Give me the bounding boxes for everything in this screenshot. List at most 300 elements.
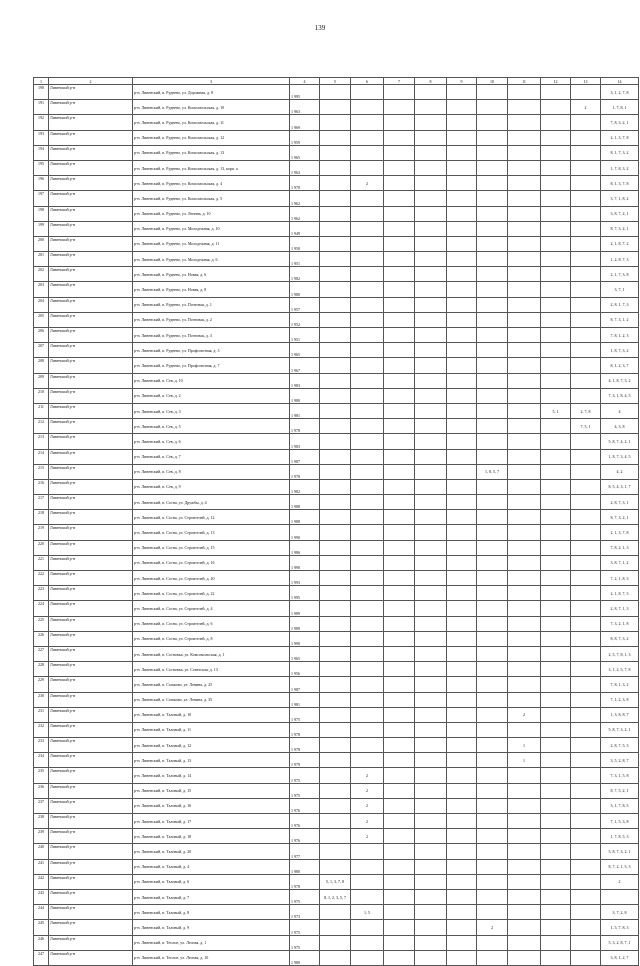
col-5-value (320, 677, 351, 692)
col-12-value (541, 874, 571, 889)
district-name: Ливенский р-н (49, 905, 133, 920)
district-name: Ливенский р-н (49, 844, 133, 859)
col-9-value (447, 540, 477, 555)
col-10-value (477, 738, 508, 753)
col-14-value: 7, 3, 2, 1, 8 (601, 616, 639, 631)
address: р-н. Ливенский, п. Теплое, ул. Лесная, д. 10 (133, 950, 290, 965)
col-5-value (320, 905, 351, 920)
col-9-value (447, 844, 477, 859)
table-row (34, 874, 639, 889)
col-12-value (541, 905, 571, 920)
district-name: Ливенский р-н (49, 328, 133, 343)
col-13-value (571, 373, 601, 388)
district-name: Ливенский р-н (49, 829, 133, 844)
col-5-value (320, 601, 351, 616)
col-13-value (571, 115, 601, 130)
col-6-value (351, 935, 384, 950)
col-14-value: 2, 8, 1, 7, 3 (601, 297, 639, 312)
row-number: 238 (34, 814, 49, 829)
row-number: 216 (34, 479, 49, 494)
col-14-value: 1, 7, 8, 1 (601, 100, 639, 115)
row-number: 213 (34, 434, 49, 449)
col-8-value (415, 100, 447, 115)
col-13-value (571, 692, 601, 707)
col-5-value (320, 464, 351, 479)
col-11-value (508, 130, 541, 145)
col-8-value (415, 479, 447, 494)
row-number: 235 (34, 768, 49, 783)
col-6-value (351, 267, 384, 282)
col-14-value: 7, 2, 1, 8, 3 (601, 571, 639, 586)
col-11-value (508, 571, 541, 586)
col-10-value (477, 343, 508, 358)
col-11-value (508, 844, 541, 859)
col-12-value (541, 221, 571, 236)
district-name: Ливенский р-н (49, 920, 133, 935)
district-name: Ливенский р-н (49, 677, 133, 692)
col-11-value (508, 479, 541, 494)
col-6-value (351, 889, 384, 904)
col-11-value (508, 434, 541, 449)
page-number: 139 (314, 24, 326, 32)
row-number: 215 (34, 464, 49, 479)
col-11-value (508, 328, 541, 343)
col-8-value (415, 920, 447, 935)
col-6-value (351, 874, 384, 889)
col-6-value (351, 221, 384, 236)
col-6-value (351, 616, 384, 631)
district-name: Ливенский р-н (49, 221, 133, 236)
col-7-value (384, 950, 415, 965)
address: р-н. Ливенский, п. Сосновка, ул. Комсомольская, д. 1 (133, 646, 290, 661)
column-header-10: 10 (477, 78, 508, 85)
col-11-value (508, 495, 541, 510)
build-year: 1 988 (290, 495, 320, 510)
col-14-value: 2, 8, 7, 1, 3 (601, 601, 639, 616)
row-number: 228 (34, 662, 49, 677)
col-13-value (571, 145, 601, 160)
col-10-value (477, 525, 508, 540)
row-number: 214 (34, 449, 49, 464)
col-12-value (541, 950, 571, 965)
col-11-value (508, 722, 541, 737)
col-6-value (351, 206, 384, 221)
col-11-value (508, 935, 541, 950)
row-number: 194 (34, 145, 49, 160)
district-name: Ливенский р-н (49, 859, 133, 874)
column-header-14: 14 (601, 78, 639, 85)
col-12-value (541, 920, 571, 935)
build-year: 1 980 (290, 388, 320, 403)
col-12-value (541, 889, 571, 904)
col-9-value (447, 130, 477, 145)
col-7-value (384, 252, 415, 267)
col-8-value (415, 646, 447, 661)
table-row (34, 814, 639, 829)
row-number: 232 (34, 722, 49, 737)
build-year: 1 983 (290, 373, 320, 388)
col-11-value (508, 677, 541, 692)
col-12-value: 5, 1 (541, 403, 571, 418)
col-11-value: 1 (508, 738, 541, 753)
col-5-value (320, 798, 351, 813)
col-14-value: 2, 1, 3, 7, 8 (601, 130, 639, 145)
col-5-value (320, 388, 351, 403)
district-name: Ливенский р-н (49, 464, 133, 479)
col-5-value (320, 722, 351, 737)
col-6-value (351, 510, 384, 525)
col-7-value (384, 130, 415, 145)
col-13-value (571, 950, 601, 965)
col-5-value (320, 328, 351, 343)
row-number: 191 (34, 100, 49, 115)
col-9-value (447, 692, 477, 707)
col-12-value (541, 935, 571, 950)
col-8-value (415, 160, 447, 175)
col-6-value (351, 252, 384, 267)
col-6-value (351, 419, 384, 434)
col-9-value (447, 206, 477, 221)
build-year: 1 963 (290, 160, 320, 175)
build-year: 1 951 (290, 252, 320, 267)
table-row (34, 388, 639, 403)
col-10-value (477, 540, 508, 555)
col-6-value (351, 753, 384, 768)
col-9-value (447, 905, 477, 920)
col-12-value (541, 252, 571, 267)
col-7-value (384, 145, 415, 160)
col-5-value (320, 646, 351, 661)
col-6-value (351, 130, 384, 145)
col-7-value (384, 328, 415, 343)
col-14-value: 8, 7, 3, 1, 2 (601, 312, 639, 327)
col-10-value (477, 814, 508, 829)
col-10-value (477, 783, 508, 798)
col-13-value (571, 221, 601, 236)
col-7-value (384, 844, 415, 859)
col-8-value (415, 434, 447, 449)
column-header-11: 11 (508, 78, 541, 85)
col-7-value (384, 707, 415, 722)
row-number: 239 (34, 829, 49, 844)
col-9-value (447, 722, 477, 737)
col-7-value (384, 403, 415, 418)
col-12-value (541, 495, 571, 510)
address: р-н. Ливенский, п. Сосна, ул. Строителей, д. 6 (133, 616, 290, 631)
col-13-value (571, 738, 601, 753)
col-11-value (508, 616, 541, 631)
col-10-value (477, 495, 508, 510)
table-row (34, 935, 639, 950)
housing-registry-table (33, 77, 639, 966)
col-13-value (571, 722, 601, 737)
col-11-value (508, 343, 541, 358)
address: р-н. Ливенский, п. Руднево, ул. Профсоюзная, д. 3 (133, 343, 290, 358)
col-13-value (571, 874, 601, 889)
col-10-value (477, 905, 508, 920)
build-year: 1 970 (290, 176, 320, 191)
address: р-н. Ливенский, п. Таловый, д. 20 (133, 844, 290, 859)
col-8-value (415, 312, 447, 327)
table-row (34, 601, 639, 616)
col-5-value (320, 403, 351, 418)
build-year: 1 982 (290, 267, 320, 282)
col-14-value: 2, 8, 7, 3, 1 (601, 495, 639, 510)
col-5-value (320, 267, 351, 282)
col-13-value (571, 616, 601, 631)
district-name: Ливенский р-н (49, 540, 133, 555)
col-8-value (415, 206, 447, 221)
col-8-value (415, 191, 447, 206)
col-8-value (415, 510, 447, 525)
row-number: 200 (34, 236, 49, 251)
col-8-value (415, 388, 447, 403)
col-6-value (351, 586, 384, 601)
col-6-value (351, 343, 384, 358)
row-number: 227 (34, 646, 49, 661)
col-9-value (447, 403, 477, 418)
build-year: 1 949 (290, 221, 320, 236)
col-14-value: 3, 1, 7, 8, 5 (601, 798, 639, 813)
col-6-value: 2 (351, 768, 384, 783)
table-row (34, 267, 639, 282)
col-12-value (541, 738, 571, 753)
district-name: Ливенский р-н (49, 950, 133, 965)
build-year: 1 978 (290, 874, 320, 889)
build-year: 1 987 (290, 449, 320, 464)
col-11-value (508, 889, 541, 904)
col-13-value (571, 555, 601, 570)
col-7-value (384, 434, 415, 449)
col-13-value (571, 236, 601, 251)
col-12-value (541, 859, 571, 874)
col-13-value (571, 449, 601, 464)
col-6-value (351, 738, 384, 753)
col-14-value: 8, 7, 5, 2, 1 (601, 783, 639, 798)
col-8-value (415, 252, 447, 267)
col-5-value (320, 692, 351, 707)
col-8-value (415, 616, 447, 631)
col-7-value (384, 525, 415, 540)
col-11-value (508, 525, 541, 540)
district-name: Ливенский р-н (49, 479, 133, 494)
col-9-value (447, 631, 477, 646)
col-13-value (571, 282, 601, 297)
build-year: 1 952 (290, 312, 320, 327)
col-6-value: 2 (351, 814, 384, 829)
row-number: 221 (34, 555, 49, 570)
col-9-value (447, 115, 477, 130)
col-14-value: 8, 1, 7, 3, 2 (601, 145, 639, 160)
col-5-value (320, 495, 351, 510)
col-6-value (351, 100, 384, 115)
col-11-value (508, 312, 541, 327)
column-header-7: 7 (384, 78, 415, 85)
col-11-value (508, 555, 541, 570)
col-14-value: 8, 7, 2, 1, 5, 3 (601, 859, 639, 874)
col-14-value: 8, 7, 3, 2, 1 (601, 221, 639, 236)
col-11-value (508, 85, 541, 100)
build-year: 1 995 (290, 85, 320, 100)
col-5-value (320, 540, 351, 555)
district-name: Ливенский р-н (49, 267, 133, 282)
col-8-value (415, 753, 447, 768)
col-12-value (541, 586, 571, 601)
row-number: 222 (34, 571, 49, 586)
row-number: 224 (34, 601, 49, 616)
col-8-value (415, 145, 447, 160)
table-header-row (34, 78, 639, 85)
district-name: Ливенский р-н (49, 115, 133, 130)
col-8-value (415, 449, 447, 464)
col-5-value (320, 115, 351, 130)
district-name: Ливенский р-н (49, 616, 133, 631)
col-7-value (384, 358, 415, 373)
address: р-н. Ливенский, п. Таловый, д. 13 (133, 753, 290, 768)
district-name: Ливенский р-н (49, 662, 133, 677)
col-14-value: 8, 5, 4, 3, 1, 7 (601, 479, 639, 494)
col-13-value (571, 525, 601, 540)
col-9-value (447, 343, 477, 358)
district-name: Ливенский р-н (49, 236, 133, 251)
col-9-value (447, 738, 477, 753)
col-13-value (571, 191, 601, 206)
col-9-value (447, 100, 477, 115)
col-5-value: 5, 1, 3, 7, 8 (320, 874, 351, 889)
col-14-value: 4, 1, 8, 7, 3, 2 (601, 373, 639, 388)
table-row (34, 464, 639, 479)
col-9-value (447, 859, 477, 874)
row-number: 210 (34, 388, 49, 403)
table-row (34, 510, 639, 525)
col-7-value (384, 722, 415, 737)
col-8-value (415, 935, 447, 950)
col-7-value (384, 905, 415, 920)
col-7-value (384, 692, 415, 707)
address: р-н. Ливенский, п. Сосна, ул. Строителей, д. 16 (133, 555, 290, 570)
row-number: 202 (34, 267, 49, 282)
build-year: 1 962 (290, 191, 320, 206)
col-10-value (477, 768, 508, 783)
row-number: 240 (34, 844, 49, 859)
col-13-value (571, 495, 601, 510)
build-year: 1 981 (290, 403, 320, 418)
col-6-value (351, 692, 384, 707)
col-5-value (320, 738, 351, 753)
col-8-value (415, 130, 447, 145)
col-10-value (477, 282, 508, 297)
address: р-н. Ливенский, п. Таловый, д. 14 (133, 768, 290, 783)
build-year: 1 976 (290, 829, 320, 844)
address: р-н. Ливенский, п. Руднево, ул. Комсомольская, д. 5 (133, 191, 290, 206)
address: р-н. Ливенский, п. Сошково, ул. Ленина, д. 35 (133, 692, 290, 707)
address: р-н. Ливенский, п. Таловый, д. 12 (133, 738, 290, 753)
build-year: 1 950 (290, 236, 320, 251)
col-7-value (384, 859, 415, 874)
col-9-value (447, 707, 477, 722)
col-13-value (571, 267, 601, 282)
col-10-value (477, 692, 508, 707)
col-14-value: 3, 8, 1, 2, 7 (601, 950, 639, 965)
col-12-value (541, 100, 571, 115)
col-8-value (415, 829, 447, 844)
table-row (34, 889, 639, 904)
build-year: 1 980 (290, 859, 320, 874)
col-7-value (384, 373, 415, 388)
build-year: 1 975 (290, 935, 320, 950)
col-8-value (415, 540, 447, 555)
district-name: Ливенский р-н (49, 449, 133, 464)
row-number: 241 (34, 859, 49, 874)
col-10-value (477, 662, 508, 677)
col-14-value: 2, 5, 7, 8, 1, 3 (601, 646, 639, 661)
table-row (34, 586, 639, 601)
row-number: 219 (34, 525, 49, 540)
col-7-value (384, 100, 415, 115)
col-11-value (508, 160, 541, 175)
col-7-value (384, 176, 415, 191)
col-10-value (477, 221, 508, 236)
table-row (34, 100, 639, 115)
col-9-value (447, 191, 477, 206)
col-10-value (477, 935, 508, 950)
col-8-value (415, 282, 447, 297)
col-6-value: 1, 5 (351, 905, 384, 920)
col-10-value (477, 449, 508, 464)
col-6-value (351, 722, 384, 737)
table-row (34, 328, 639, 343)
col-12-value (541, 479, 571, 494)
col-11-value (508, 646, 541, 661)
district-name: Ливенский р-н (49, 312, 133, 327)
col-11-value (508, 859, 541, 874)
col-9-value (447, 935, 477, 950)
address: р-н. Ливенский, п. Таловый, д. 6 (133, 874, 290, 889)
col-14-value: 1, 8, 7, 3, 2 (601, 343, 639, 358)
build-year: 1 990 (290, 631, 320, 646)
address: р-н. Ливенский, п. Руднево, ул. Комсомольская, д. 13, корп. а (133, 160, 290, 175)
col-9-value (447, 768, 477, 783)
col-5-value: 8, 1, 2, 3, 5, 7 (320, 889, 351, 904)
row-number: 220 (34, 540, 49, 555)
build-year: 1 959 (290, 130, 320, 145)
col-13-value (571, 662, 601, 677)
column-header-9: 9 (447, 78, 477, 85)
col-9-value (447, 434, 477, 449)
build-year: 1 983 (290, 434, 320, 449)
col-8-value (415, 738, 447, 753)
build-year: 1 967 (290, 358, 320, 373)
address: р-н. Ливенский, п. Сосна, ул. Строителей, д. 8 (133, 631, 290, 646)
col-14-value: 7, 8, 1, 2, 3 (601, 328, 639, 343)
col-10-value (477, 252, 508, 267)
col-7-value (384, 115, 415, 130)
col-13-value (571, 206, 601, 221)
col-12-value (541, 601, 571, 616)
col-7-value (384, 586, 415, 601)
address: р-н. Ливенский, п. Руднево, ул. Комсомольская, д. 12 (133, 130, 290, 145)
col-14-value: 5, 8, 7, 4, 2, 1 (601, 434, 639, 449)
col-5-value (320, 373, 351, 388)
col-9-value (447, 920, 477, 935)
col-11-value (508, 449, 541, 464)
col-12-value (541, 525, 571, 540)
build-year: 1 975 (290, 768, 320, 783)
col-10-value (477, 555, 508, 570)
build-year: 1 976 (290, 798, 320, 813)
col-6-value (351, 358, 384, 373)
col-9-value (447, 874, 477, 889)
